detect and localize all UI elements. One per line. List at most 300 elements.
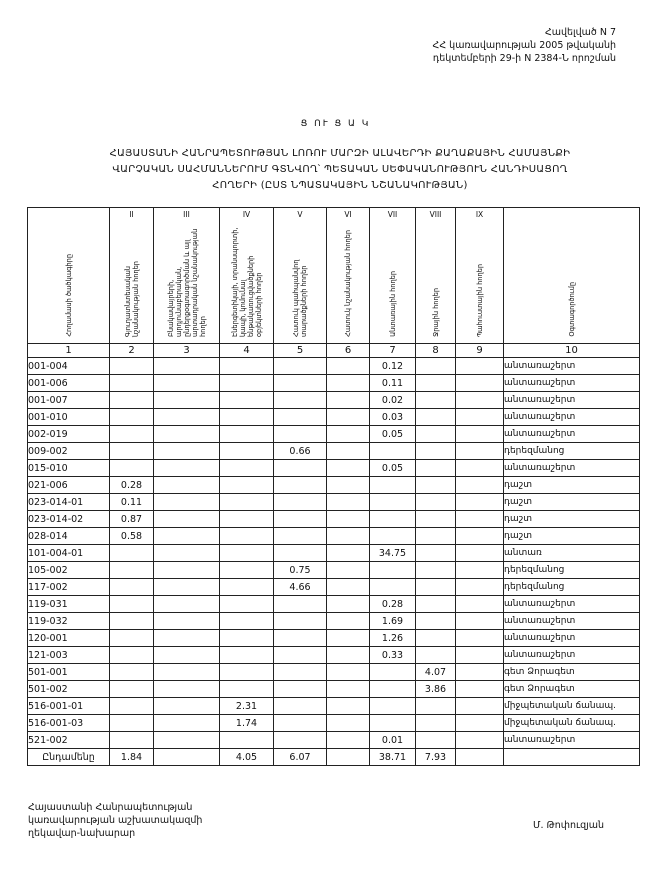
header-cell: III Բնակավայրերի, արդյունաբերական, ընդերքօգտագործման և այլ արտադրական նշանակության հողեր [154,208,220,344]
land-use-cell: դաշտ [504,477,640,494]
land-code-cell: 521-002 [28,732,110,749]
table-row [28,460,640,477]
area-cell [327,562,370,579]
area-cell: 4.66 [274,579,327,596]
table-row [28,562,640,579]
area-cell [274,732,327,749]
area-cell [327,698,370,715]
area-cell [370,477,416,494]
area-cell [220,375,274,392]
column-number-row [28,344,640,358]
land-code-cell: 516-001-01 [28,698,110,715]
area-cell [327,358,370,375]
land-code-cell: 009-002 [28,443,110,460]
area-cell [274,664,327,681]
area-cell [154,528,220,545]
area-cell: 0.12 [370,358,416,375]
area-cell [327,647,370,664]
area-cell [274,630,327,647]
area-cell [154,647,220,664]
document-title [60,146,620,194]
land-use-cell: անտառաշերտ [504,409,640,426]
table-row [28,392,640,409]
area-cell [220,358,274,375]
area-cell [220,409,274,426]
area-cell [327,460,370,477]
area-cell [110,460,154,477]
area-cell [456,630,504,647]
area-cell [220,732,274,749]
table-row [28,664,640,681]
area-cell [274,409,327,426]
area-cell [154,511,220,528]
land-use-cell: գետ Ձորագետ [504,681,640,698]
area-cell [110,681,154,698]
area-cell: 0.02 [370,392,416,409]
area-cell [110,630,154,647]
area-cell [416,511,456,528]
decision-line: ՀՀ կառավարության 2005 թվականի [432,40,616,51]
table-row [28,375,640,392]
area-cell [110,375,154,392]
area-cell [327,511,370,528]
area-cell [456,596,504,613]
area-cell [327,426,370,443]
area-cell [327,732,370,749]
area-cell [416,494,456,511]
column-number: 6 [327,344,370,358]
table-row [28,409,640,426]
area-cell [274,681,327,698]
total-c7: 38.71 [370,749,416,766]
annex-number: Հավելված N 7 [544,27,616,38]
area-cell [416,715,456,732]
area-cell [154,545,220,562]
area-cell [456,698,504,715]
land-code-cell: 117-002 [28,579,110,596]
area-cell [110,545,154,562]
area-cell [416,698,456,715]
area-cell [110,732,154,749]
area-cell: 4.07 [416,664,456,681]
area-cell [370,698,416,715]
area-cell [220,596,274,613]
area-cell [274,647,327,664]
land-code-cell: 001-007 [28,392,110,409]
area-cell: 0.28 [110,477,154,494]
area-cell [370,511,416,528]
total-use [504,749,640,766]
title-line-1: ՀԱՅԱՍՏԱՆԻ ՀԱՆՐԱՊԵՏՈՒԹՅԱՆ ԼՈՌՈՒ ՄԱՐԶԻ ԱԼԱՎԵՐԴԻ ՔԱՂԱՔԱՅԻՆ ՀԱՄԱՅՆՔԻ [109,148,571,159]
area-cell [274,596,327,613]
area-cell [110,647,154,664]
area-cell [327,528,370,545]
area-cell [274,358,327,375]
land-code-cell: 015-010 [28,460,110,477]
area-cell: 1.69 [370,613,416,630]
area-cell [327,613,370,630]
area-cell [327,664,370,681]
area-cell [110,562,154,579]
area-cell [456,426,504,443]
land-code-cell: 001-006 [28,375,110,392]
area-cell [220,562,274,579]
area-cell [370,715,416,732]
area-cell: 0.05 [370,426,416,443]
area-cell [154,579,220,596]
area-cell [327,477,370,494]
land-code-cell: 001-010 [28,409,110,426]
area-cell [110,579,154,596]
table-row [28,545,640,562]
land-use-cell: դաշտ [504,511,640,528]
land-use-cell: գետ Ձորագետ [504,664,640,681]
area-cell [154,375,220,392]
area-cell [327,443,370,460]
header-cell: Հողամասի ծածկագիրը [28,208,110,344]
total-label: Ընդամենը [28,749,110,766]
land-code-cell: 101-004-01 [28,545,110,562]
area-cell [154,358,220,375]
area-cell [154,698,220,715]
area-cell [416,443,456,460]
area-cell [370,664,416,681]
area-cell [274,494,327,511]
area-cell [456,613,504,630]
area-cell [456,460,504,477]
area-cell [456,409,504,426]
land-use-cell: դերեզմանոց [504,579,640,596]
signatory-line-1: Հայաստանի Հանրապետության [28,802,193,813]
table-row [28,596,640,613]
land-code-cell: 001-004 [28,358,110,375]
area-cell [456,392,504,409]
total-c3 [154,749,220,766]
signatory-name: Մ. Թոփուզյան [533,820,605,831]
area-cell [154,562,220,579]
area-cell [220,681,274,698]
table-row [28,426,640,443]
table-row [28,715,640,732]
column-number: 8 [416,344,456,358]
area-cell [416,477,456,494]
header-cell: V Հատուկ պահպանվող տարածքների հողեր [274,208,327,344]
area-cell [370,494,416,511]
area-cell [110,409,154,426]
area-cell [110,613,154,630]
area-cell: 0.58 [110,528,154,545]
land-use-cell: դաշտ [504,528,640,545]
area-cell [110,358,154,375]
area-cell [274,477,327,494]
area-cell [110,664,154,681]
land-code-cell: 516-001-03 [28,715,110,732]
area-cell [416,460,456,477]
land-use-cell: միջպետական ճանապ. [504,698,640,715]
area-cell [456,358,504,375]
area-cell [110,698,154,715]
table-row [28,494,640,511]
document-header [316,26,616,65]
area-cell: 0.01 [370,732,416,749]
area-cell [456,562,504,579]
total-c8: 7.93 [416,749,456,766]
land-code-cell: 119-032 [28,613,110,630]
area-cell [274,460,327,477]
area-cell [416,596,456,613]
area-cell [154,630,220,647]
area-cell [327,579,370,596]
area-cell [220,460,274,477]
area-cell [456,545,504,562]
area-cell [416,545,456,562]
area-cell [274,426,327,443]
table-row [28,511,640,528]
land-register-table [27,207,640,766]
area-cell [456,443,504,460]
area-cell: 0.28 [370,596,416,613]
table-row [28,681,640,698]
area-cell [327,596,370,613]
total-row [28,749,640,766]
area-cell [456,477,504,494]
table-row [28,732,640,749]
land-code-cell: 501-001 [28,664,110,681]
column-number: 1 [28,344,110,358]
column-number: 4 [220,344,274,358]
land-use-cell: անտառ [504,545,640,562]
area-cell [220,426,274,443]
area-cell [220,545,274,562]
area-cell: 34.75 [370,545,416,562]
area-cell [456,511,504,528]
land-use-cell: դաշտ [504,494,640,511]
total-c2: 1.84 [110,749,154,766]
area-cell [416,409,456,426]
area-cell: 0.03 [370,409,416,426]
area-cell [327,392,370,409]
land-code-cell: 023-014-01 [28,494,110,511]
area-cell [416,579,456,596]
area-cell [456,579,504,596]
area-cell [274,613,327,630]
total-c9 [456,749,504,766]
area-cell [154,613,220,630]
area-cell [416,732,456,749]
area-cell [220,528,274,545]
header-cell: VI Հատուկ նշանակության հողեր [327,208,370,344]
title-line-3: ՀՈՂԵՐԻ (ԸՍՏ ՆՊԱՏԱԿԱՅԻՆ ՆՇԱՆԱԿՈՒԹՅԱՆ) [212,180,468,191]
area-cell [220,647,274,664]
land-code-cell: 105-002 [28,562,110,579]
header-row [28,208,640,344]
area-cell [274,511,327,528]
header-cell: IV Էներգետիկայի, տրանսպորտի, կապի, կոմունալ ենթակառուցվածքների օբյեկտների հողեր [220,208,274,344]
area-cell: 0.33 [370,647,416,664]
land-use-cell: միջպետական ճանապ. [504,715,640,732]
area-cell [274,715,327,732]
area-cell [154,460,220,477]
area-cell [220,579,274,596]
area-cell [327,545,370,562]
area-cell [274,392,327,409]
total-c4: 4.05 [220,749,274,766]
area-cell [274,698,327,715]
column-number: 2 [110,344,154,358]
area-cell [456,647,504,664]
area-cell: 0.11 [110,494,154,511]
area-cell: 1.74 [220,715,274,732]
area-cell [220,613,274,630]
area-cell [110,715,154,732]
area-cell: 0.11 [370,375,416,392]
header-cell: VII Անտառային հողեր [370,208,416,344]
land-use-cell: անտառաշերտ [504,358,640,375]
area-cell [370,562,416,579]
area-cell: 3.86 [416,681,456,698]
header-cell: II Գյուղատնտեսական նշանակության հողեր [110,208,154,344]
area-cell [154,494,220,511]
decision-date: դեկտեմբերի 29-ի N 2384-Ն որոշման [432,53,616,64]
table-row [28,443,640,460]
land-use-cell: անտառաշերտ [504,375,640,392]
area-cell [416,358,456,375]
area-cell [327,715,370,732]
land-code-cell: 021-006 [28,477,110,494]
header-cell: IX Պահուստային հողեր [456,208,504,344]
area-cell [110,596,154,613]
area-cell [154,681,220,698]
area-cell [220,494,274,511]
area-cell [370,579,416,596]
area-cell [327,630,370,647]
area-cell [154,477,220,494]
area-cell [327,681,370,698]
table-row [28,528,640,545]
area-cell [220,477,274,494]
land-use-cell: անտառաշերտ [504,732,640,749]
column-number: 3 [154,344,220,358]
area-cell [274,528,327,545]
area-cell [456,375,504,392]
area-cell [416,647,456,664]
signatory-line-2: կառավարության աշխատակազմի [28,815,203,826]
area-cell [416,426,456,443]
land-use-cell: դերեզմանոց [504,562,640,579]
title-line-2: ՎԱՐՉԱԿԱՆ ՍԱՀՄԱՆՆԵՐՈՒՄ ԳՏՆՎՈՂ՝ ՊԵՏԱԿԱՆ ՍԵՓԱԿԱՆՈՒԹՅՈՒՆ ՀԱՆԴԻՍԱՑՈՂ [112,164,568,175]
land-use-cell: անտառաշերտ [504,630,640,647]
total-c5: 6.07 [274,749,327,766]
area-cell: 0.66 [274,443,327,460]
area-cell [154,732,220,749]
area-cell: 0.75 [274,562,327,579]
table-row [28,647,640,664]
area-cell [456,715,504,732]
list-heading: Ց ՈՒ Ց Ա Կ [300,119,371,129]
land-code-cell: 119-031 [28,596,110,613]
area-cell [154,664,220,681]
area-cell [110,426,154,443]
table-row [28,579,640,596]
land-code-cell: 028-014 [28,528,110,545]
area-cell [370,443,416,460]
table-row [28,477,640,494]
land-code-cell: 501-002 [28,681,110,698]
area-cell [154,443,220,460]
area-cell [456,732,504,749]
table-row [28,358,640,375]
column-number: 7 [370,344,416,358]
column-number: 5 [274,344,327,358]
area-cell [110,392,154,409]
signatory-line-3: ղեկավար-նախարար [28,828,136,839]
area-cell [154,426,220,443]
column-number: 9 [456,344,504,358]
area-cell [370,681,416,698]
area-cell: 2.31 [220,698,274,715]
table-row [28,630,640,647]
table-row [28,613,640,630]
header-cell: VIII Ջրային հողեր [416,208,456,344]
header-cell: Օգտագործումը [504,208,640,344]
area-cell [274,545,327,562]
area-cell [154,409,220,426]
area-cell [327,375,370,392]
area-cell [416,630,456,647]
area-cell [220,443,274,460]
area-cell [154,392,220,409]
land-use-cell: դերեզմանոց [504,443,640,460]
land-code-cell: 120-001 [28,630,110,647]
area-cell [154,596,220,613]
area-cell [220,664,274,681]
land-use-cell: անտառաշերտ [504,647,640,664]
land-use-cell: անտառաշերտ [504,392,640,409]
area-cell [370,528,416,545]
area-cell [110,443,154,460]
table-row [28,698,640,715]
land-use-cell: անտառաշերտ [504,596,640,613]
area-cell [327,494,370,511]
land-use-cell: անտառաշերտ [504,426,640,443]
area-cell [416,613,456,630]
area-cell [416,528,456,545]
area-cell: 0.87 [110,511,154,528]
land-use-cell: անտառաշերտ [504,613,640,630]
land-use-cell: անտառաշերտ [504,460,640,477]
area-cell [220,630,274,647]
area-cell [456,494,504,511]
land-code-cell: 023-014-02 [28,511,110,528]
column-number: 10 [504,344,640,358]
area-cell [416,562,456,579]
area-cell [416,392,456,409]
area-cell [220,511,274,528]
area-cell [327,409,370,426]
area-cell: 1.26 [370,630,416,647]
area-cell [274,375,327,392]
area-cell [220,392,274,409]
land-code-cell: 002-019 [28,426,110,443]
area-cell [154,715,220,732]
land-code-cell: 121-003 [28,647,110,664]
area-cell [456,528,504,545]
total-c6 [327,749,370,766]
area-cell [456,664,504,681]
area-cell: 0.05 [370,460,416,477]
signatory-title [28,801,202,840]
area-cell [456,681,504,698]
